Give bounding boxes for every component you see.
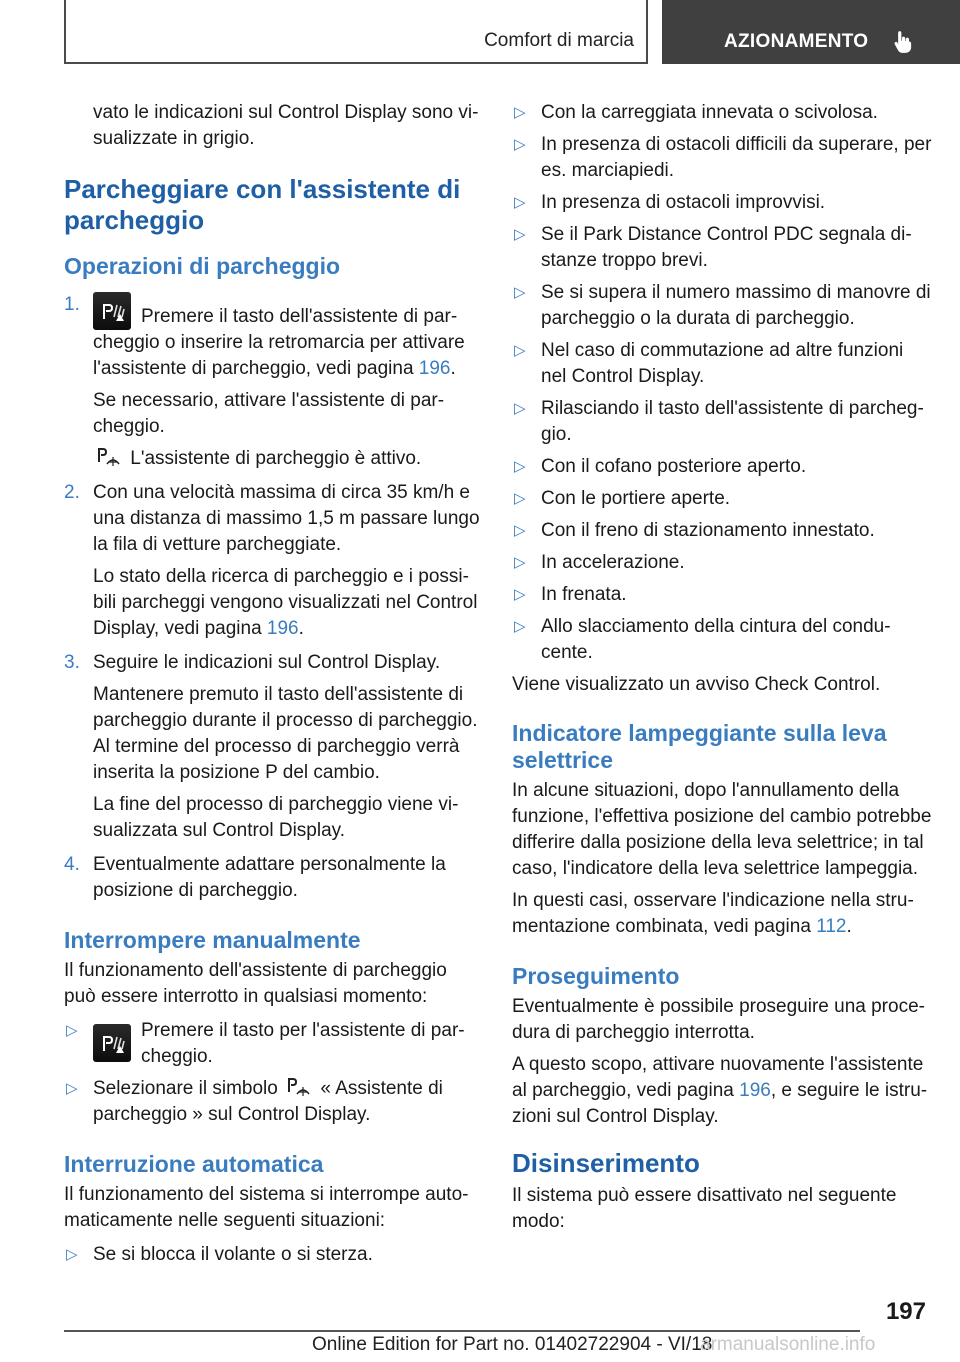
triangle-bullet-icon: ▷ <box>514 458 526 475</box>
intro-paragraph: vato le indicazioni sul Control Display sono visualizzate in grigio. <box>93 102 479 149</box>
list-item: ▷ In accelerazione. <box>512 550 932 576</box>
step-4-text: Eventualmente adattare personalmente la posizione di parcheggio. <box>93 854 446 901</box>
auto-stop-bullet-list <box>512 100 932 666</box>
triangle-bullet-icon: ▷ <box>514 554 526 571</box>
list-item: ▷ Nel caso di commutazione ad altre funzioni nel Control Display. <box>512 338 932 390</box>
header-section-box <box>64 0 648 64</box>
list-item: ▷ Con le portiere aperte. <box>512 486 932 512</box>
manual-bullet-1 <box>64 1018 482 1070</box>
parking-assistant-button-icon <box>93 1024 131 1062</box>
indicator-paragraph-2: In questi casi, osservare l'indicazione nella strumentazione combinata, vedi pagina <box>512 890 914 937</box>
parking-assistant-symbol-icon <box>97 446 121 468</box>
triangle-bullet-icon: ▷ <box>66 1022 78 1039</box>
triangle-bullet-icon: ▷ <box>514 284 526 301</box>
check-control-notice: Viene visualizzato un avviso Check Control. <box>512 674 881 695</box>
step-2-extra: Lo stato della ricerca di parcheggio e i possibili parcheggi vengono visualizzati nel Control Display, vedi pagina <box>93 566 478 639</box>
triangle-bullet-icon: ▷ <box>514 342 526 359</box>
auto-bullet-1-text: Se si blocca il volante o si sterza. <box>93 1244 373 1265</box>
list-item: ▷ In presenza di ostacoli difficili da superare, per es. marciapiedi. <box>512 132 932 184</box>
heading-parking-operations: Operazioni di parcheggio <box>64 253 341 279</box>
auto-intro: Il funzionamento del sistema si interrompe automaticamente nelle seguenti situazioni: <box>64 1184 469 1231</box>
manual-bullet-2 <box>64 1076 482 1128</box>
step-1-active-text: L'assistente di parcheggio è attivo. <box>130 448 422 469</box>
list-item: ▷ Con il freno di stazionamento innestato. <box>512 518 932 544</box>
triangle-bullet-icon: ▷ <box>514 522 526 539</box>
footer-divider <box>64 1330 860 1332</box>
triangle-bullet-icon: ▷ <box>514 104 526 121</box>
step-3-extra2: La fine del processo di parcheggio viene visualizzata sul Control Display. <box>93 794 459 841</box>
heading-manual-stop: Interrompere manualmente <box>64 927 361 953</box>
page-link-196[interactable]: 196 <box>266 618 299 639</box>
triangle-bullet-icon: ▷ <box>514 136 526 153</box>
manual-intro: Il funzionamento dell'assistente di parcheggio può essere interrotto in qualsiasi momento: <box>64 960 447 1007</box>
header-chapter-tab <box>662 0 960 64</box>
triangle-bullet-icon: ▷ <box>514 400 526 417</box>
manual-bullet-2-text: Selezionare il simbolo <box>93 1078 278 1099</box>
left-column <box>64 100 482 1268</box>
triangle-bullet-icon: ▷ <box>66 1080 78 1097</box>
parking-assistant-button-icon <box>93 292 131 330</box>
continue-paragraph-2: A questo scopo, attivare nuovamente l'assistente al parcheggio, vedi pagina <box>512 1054 924 1101</box>
parking-assistant-symbol-icon <box>287 1076 311 1098</box>
triangle-bullet-icon: ▷ <box>66 1246 78 1263</box>
list-item: ▷ Allo slacciamento della cintura del conducente. <box>512 614 932 666</box>
step-1: 1. Premere il tasto dell'assistente di parcheggio o inserire la retromarcia per attivare l'assistente di parcheggio, vedi pagina 196. Se necessario, attivare l'assistente di parcheggio. L'assistente di parcheggio è attivo. <box>64 292 482 472</box>
heading-auto-stop: Interruzione automatica <box>64 1151 324 1177</box>
list-item: ▷ Se si supera il numero massimo di manovre di parcheggio o la durata di parcheggio. <box>512 280 932 332</box>
triangle-bullet-icon: ▷ <box>514 586 526 603</box>
page-number: 197 <box>885 1298 926 1325</box>
list-item: ▷ Se il Park Distance Control PDC segnala distanze troppo brevi. <box>512 222 932 274</box>
heading-continue: Proseguimento <box>512 963 680 989</box>
list-item: ▷ Con la carreggiata innevata o scivolosa. <box>512 100 932 126</box>
step-2-text: Con una velocità massima di circa 35 km/h e una distanza di massimo 1,5 m passare lungo la fila di vetture parcheggiate. <box>93 482 480 555</box>
header-chapter-title: AZIONAMENTO <box>724 31 869 52</box>
manual-bullet-1-text: Premere il tasto per l'assistente di parcheggio. <box>141 1020 465 1067</box>
page-link-196[interactable]: 196 <box>739 1080 771 1101</box>
step-3-text: Seguire le indicazioni sul Control Display. <box>93 652 441 673</box>
step-number: 4. <box>64 854 80 875</box>
list-item: ▷ In presenza di ostacoli improvvisi. <box>512 190 932 216</box>
continue-paragraph-1: Eventualmente è possibile proseguire una procedura di parcheggio interrotta. <box>512 996 925 1043</box>
list-item: ▷ Rilasciando il tasto dell'assistente di parcheggio. <box>512 396 932 448</box>
list-item: ▷ Con il cofano posteriore aperto. <box>512 454 932 480</box>
step-4 <box>64 852 482 904</box>
footer-edition: Online Edition for Part no. 01402722904 - VI/18 <box>312 1334 713 1355</box>
step-number: 2. <box>64 482 80 503</box>
indicator-paragraph-1: In alcune situazioni, dopo l'annullamento della funzione, l'effettiva posizione del cambio potrebbe differire dalla posizione della leva selettrice; in tal caso, l'indicatore della leva selettrice lampeggia. <box>512 780 932 879</box>
triangle-bullet-icon: ▷ <box>514 226 526 243</box>
right-column: ▷ Con la carreggiata innevata o scivolosa. ▷ In presenza di ostacoli difficili da superare, per es. marciapiedi. ▷ In presenza di ostacoli improvvisi. ▷ Se il Park Distance Control PDC segnala distanze troppo brevi. ▷ Se si supera il numero massimo di manovre di parcheggio o la durata di parcheggio. ▷ Nel caso di commutazione ad altre funzioni nel Control Display. ▷ Rilasciando il tasto dell'assistente di parcheggio. ▷ Con il cofano posteriore aperto. ▷ Con le portiere aperte. ▷ Con il freno di stazionamento innestato. ▷ In accelerazione. ▷ In frenata. ▷ Allo slacciamento della cintura del conducente. Viene visualizzato un avviso Check Control. Indicatore lampeggiante sulla leva selettrice In alcune situazioni, dopo l'annullamento della funzione, l'effettiva posizione del cambio potrebbe differire dalla posizione della leva selettrice; in tal caso, l'indicatore della leva selettrice lampeggia. In questi casi, osservare l'indicazione nella strumentazione combinata, vedi pagina 112. Proseguimento Eventualmente è possibile proseguire una procedura di parcheggio interrotta. A questo scopo, attivare nuovamente l'assistente al parcheggio, vedi pagina 196, e seguire le istruzioni sul Control Display. Disinserimento Il sistema può essere disattivato nel seguente modo: <box>512 100 932 1235</box>
step-number: 3. <box>64 652 80 673</box>
heading-disable: Disinserimento <box>512 1148 700 1178</box>
step-number: 1. <box>64 294 80 315</box>
hand-pointer-icon <box>890 29 916 55</box>
step-1-text: Premere il tasto dell'assistente di parcheggio o inserire la retromarcia per attivare l'assistente di parcheggio, vedi pagina <box>93 306 465 379</box>
page-link-196[interactable]: 196 <box>418 358 451 379</box>
heading-selector-indicator: Indicatore lampeggiante sulla leva selettrice <box>512 720 887 773</box>
triangle-bullet-icon: ▷ <box>514 618 526 635</box>
watermark: armanualsonline.info <box>700 1334 876 1355</box>
heading-parking-assistant: Parcheggiare con l'assistente di parcheggio <box>64 174 461 235</box>
step-2: 2. Con una velocità massima di circa 35 km/h e una distanza di massimo 1,5 m passare lungo la fila di vetture parcheggiate. Lo stato della ricerca di parcheggio e i possibili parcheggi vengono visualizzati nel Control Display, vedi pagina 196. <box>64 480 482 642</box>
list-item: ▷ In frenata. <box>512 582 932 608</box>
page-link-112[interactable]: 112 <box>816 916 847 937</box>
triangle-bullet-icon: ▷ <box>514 490 526 507</box>
manual-bullet-2-tail: « Assistente di parcheggio » sul Control Display. <box>93 1078 443 1125</box>
step-3-extra: Mantenere premuto il tasto dell'assistente di parcheggio durante il processo di parcheggio. Al termine del processo di parcheggio verrà inserita la posizione P del cambio. <box>93 684 478 783</box>
header-section-title: Comfort di marcia <box>484 30 634 51</box>
disable-paragraph: Il sistema può essere disattivato nel seguente modo: <box>512 1185 897 1232</box>
triangle-bullet-icon: ▷ <box>514 194 526 211</box>
step-1-extra: Se necessario, attivare l'assistente di parcheggio. <box>93 390 445 437</box>
step-3 <box>64 650 482 844</box>
auto-bullet-1 <box>64 1242 482 1268</box>
